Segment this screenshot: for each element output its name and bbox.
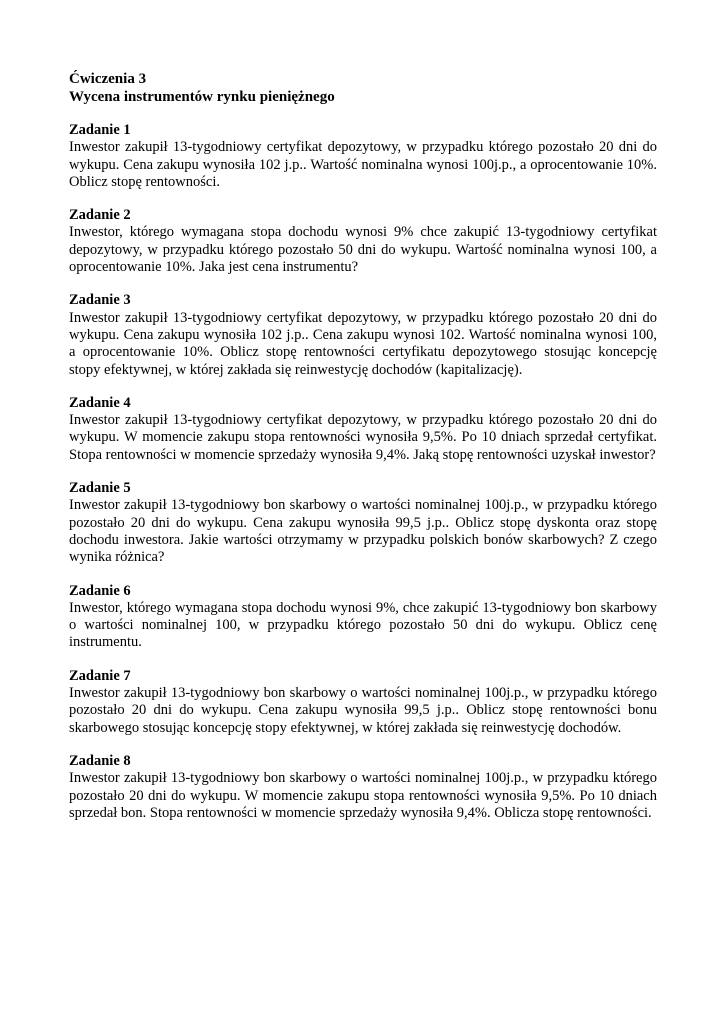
exercise-text: Inwestor zakupił 13-tygodniowy bon skarbowy o wartości nominalnej 100j.p., w przypadku którego pozostało 20 dni do wykupu. Cena zakupu wynosiła 99,5 j.p.. Oblicz stopę dyskonta oraz stopę dochodu inwestora. Jakie wartości otrzymamy w przypadku polskich bonów skarbowych? Z czego wynika różnica? <box>69 497 657 566</box>
exercise-8 <box>69 753 657 822</box>
exercise-5 <box>69 480 657 566</box>
exercise-heading: Zadanie 7 <box>69 667 131 684</box>
title-line-2: Wycena instrumentów rynku pieniężnego <box>69 89 335 105</box>
document-title <box>69 70 657 106</box>
exercise-text: Inwestor, którego wymagana stopa dochodu wynosi 9%, chce zakupić 13-tygodniowy bon skarbowy o wartości nominalnej 100, w przypadku którego pozostało 50 dni do wykupu. Oblicz cenę instrumentu. <box>69 599 657 651</box>
exercise-heading: Zadanie 8 <box>69 752 131 769</box>
title-line-1: Ćwiczenia 3 <box>69 71 147 87</box>
document-page <box>69 70 657 838</box>
exercise-text: Inwestor zakupił 13-tygodniowy certyfikat depozytowy, w przypadku którego pozostało 20 dni do wykupu. W momencie zakupu stopa rentowności wynosiła 9,5%. Po 10 dniach sprzedał certyfikat. Stopa rentowności w momencie sprzedaży wynosiła 9,4%. Jaką stopę rentowności uzyskał inwestor? <box>69 412 657 463</box>
exercise-heading: Zadanie 3 <box>69 292 131 309</box>
exercise-heading: Zadanie 6 <box>69 582 131 599</box>
exercise-text: Inwestor zakupił 13-tygodniowy bon skarbowy o wartości nominalnej 100j.p., w przypadku którego pozostało 20 dni do wykupu. Cena zakupu wynosiła 99,5 j.p.. Oblicz stopę rentowności bonu skarbowego stosując koncepcję stopy efektywnej, w której zakłada się reinwestycję dochodów. <box>69 685 657 736</box>
exercise-text: Inwestor zakupił 13-tygodniowy certyfikat depozytowy, w przypadku którego pozostało 20 dni do wykupu. Cena zakupu wynosiła 102 j.p.. Cena zakupu wynosi 102. Wartość nominalna wynosi 100, a oprocentowanie 10%. Oblicz stopę rentowności certyfikatu depozytowego stosując koncepcję stopy efektywnej, w której zakłada się reinwestycję dochodów (kapitalizację). <box>69 309 657 378</box>
exercise-1 <box>69 122 657 191</box>
exercise-heading: Zadanie 5 <box>69 480 131 497</box>
exercise-3 <box>69 292 657 378</box>
exercise-heading: Zadanie 4 <box>69 394 131 411</box>
exercise-heading: Zadanie 2 <box>69 207 131 224</box>
exercise-heading: Zadanie 1 <box>69 122 131 138</box>
exercise-text: Inwestor zakupił 13-tygodniowy bon skarbowy o wartości nominalnej 100j.p., w przypadku którego pozostało 20 dni do wykupu. W momencie zakupu stopa rentowności wynosiła 9,5%. Po 10 dniach sprzedał bon. Stopa rentowności w momencie sprzedaży wynosiła 9,4%. Oblicza stopę rentowności. <box>69 770 657 821</box>
exercise-7 <box>69 668 657 737</box>
exercise-text: Inwestor zakupił 13-tygodniowy certyfikat depozytowy, w przypadku którego pozostało 20 dni do wykupu. Cena zakupu wynosiła 102 j.p.. Wartość nominalna wynosi 100j.p., a oprocentowanie 10%. Oblicz stopę rentowności. <box>69 139 657 190</box>
exercise-text: Inwestor, którego wymagana stopa dochodu wynosi 9% chce zakupić 13-tygodniowy certyfikat depozytowy, w przypadku którego pozostało 50 dni do wykupu. Wartość nominalna wynosi 100, a oprocentowanie 10%. Jaka jest cena instrumentu? <box>69 224 657 276</box>
exercise-2 <box>69 207 657 276</box>
exercise-4 <box>69 395 657 464</box>
exercise-6 <box>69 583 657 652</box>
exercise-list <box>69 122 657 822</box>
